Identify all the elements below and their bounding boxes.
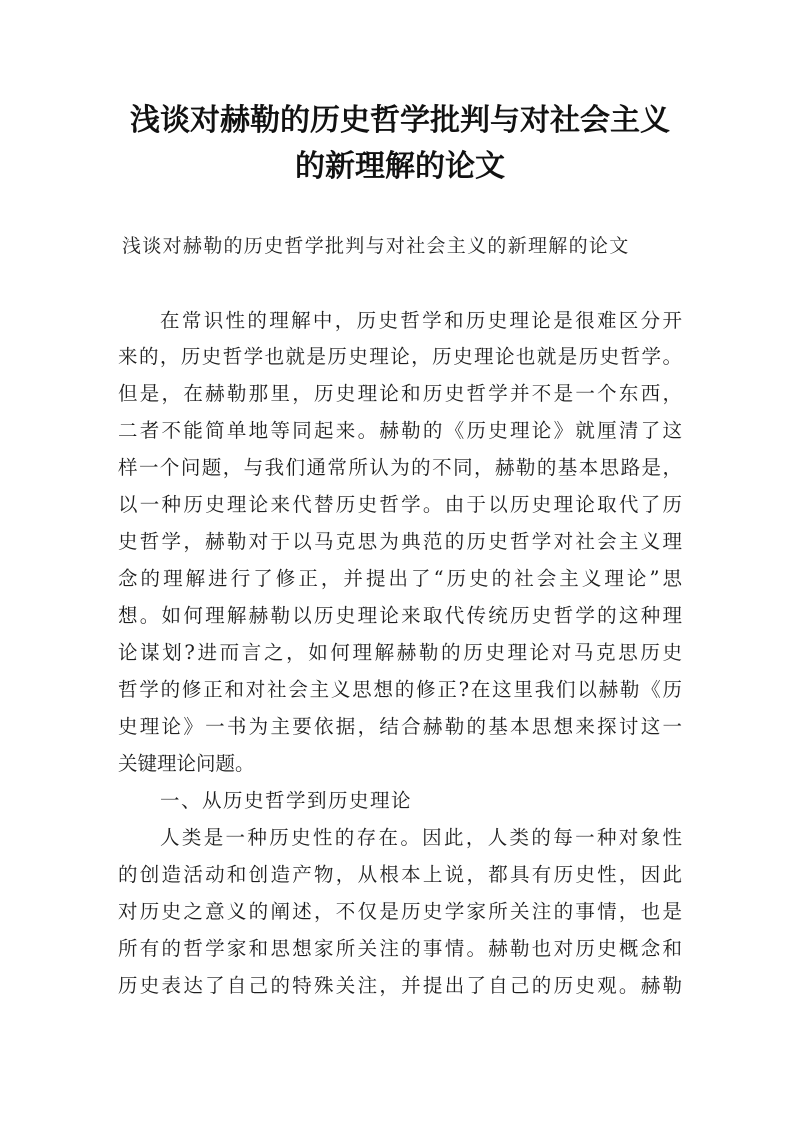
paragraph-1-line: 关键理论问题。 xyxy=(118,752,255,775)
paragraph-1-line: 二者不能简单地等同起来。赫勒的《历史理论》就厘清了这 xyxy=(118,419,682,442)
paragraph-2-line: 的创造活动和创造产物，从根本上说，都具有历史性，因此 xyxy=(118,863,682,886)
document-title-line-1: 浅谈对赫勒的历史哲学批判与对社会主义 xyxy=(130,103,670,138)
paragraph-2-line: 对历史之意义的阐述，不仅是历史学家所关注的事情，也是 xyxy=(118,900,682,923)
paragraph-2-line: 人类是一种历史性的存在。因此，人类的每一种对象性 xyxy=(160,826,682,849)
paragraph-1-line: 但是，在赫勒那里，历史理论和历史哲学并不是一个东西， xyxy=(118,382,682,405)
document-subtitle: 浅谈对赫勒的历史哲学批判与对社会主义的新理解的论文 xyxy=(122,235,630,257)
paragraph-1-line: 史哲学，赫勒对于以马克思为典范的历史哲学对社会主义理 xyxy=(118,530,682,553)
paragraph-1-line: 念的理解进行了修正，并提出了“历史的社会主义理论”思 xyxy=(118,567,682,590)
paragraph-1-line: 哲学的修正和对社会主义思想的修正?在这里我们以赫勒《历 xyxy=(118,678,682,701)
paragraph-1-line: 样一个问题，与我们通常所认为的不同，赫勒的基本思路是， xyxy=(118,456,682,479)
document-title-line-2: 的新理解的论文 xyxy=(295,149,505,184)
paragraph-1-line: 想。如何理解赫勒以历史理论来取代传统历史哲学的这种理 xyxy=(118,604,682,627)
section-heading: 一、从历史哲学到历史理论 xyxy=(160,789,413,812)
paragraph-2-line: 历史表达了自己的特殊关注，并提出了自己的历史观。赫勒 xyxy=(118,974,682,997)
paragraph-1-line: 在常识性的理解中，历史哲学和历史理论是很难区分开 xyxy=(160,309,682,332)
paragraph-1-line: 以一种历史理论来代替历史哲学。由于以历史理论取代了历 xyxy=(118,493,682,516)
paragraph-2-line: 所有的哲学家和思想家所关注的事情。赫勒也对历史概念和 xyxy=(118,937,682,960)
paragraph-1-line: 论谋划?进而言之，如何理解赫勒的历史理论对马克思历史 xyxy=(118,641,682,664)
paragraph-1-line: 来的，历史哲学也就是历史理论，历史理论也就是历史哲学。 xyxy=(118,345,682,368)
paragraph-1-line: 史理论》一书为主要依据，结合赫勒的基本思想来探讨这一 xyxy=(118,715,682,738)
